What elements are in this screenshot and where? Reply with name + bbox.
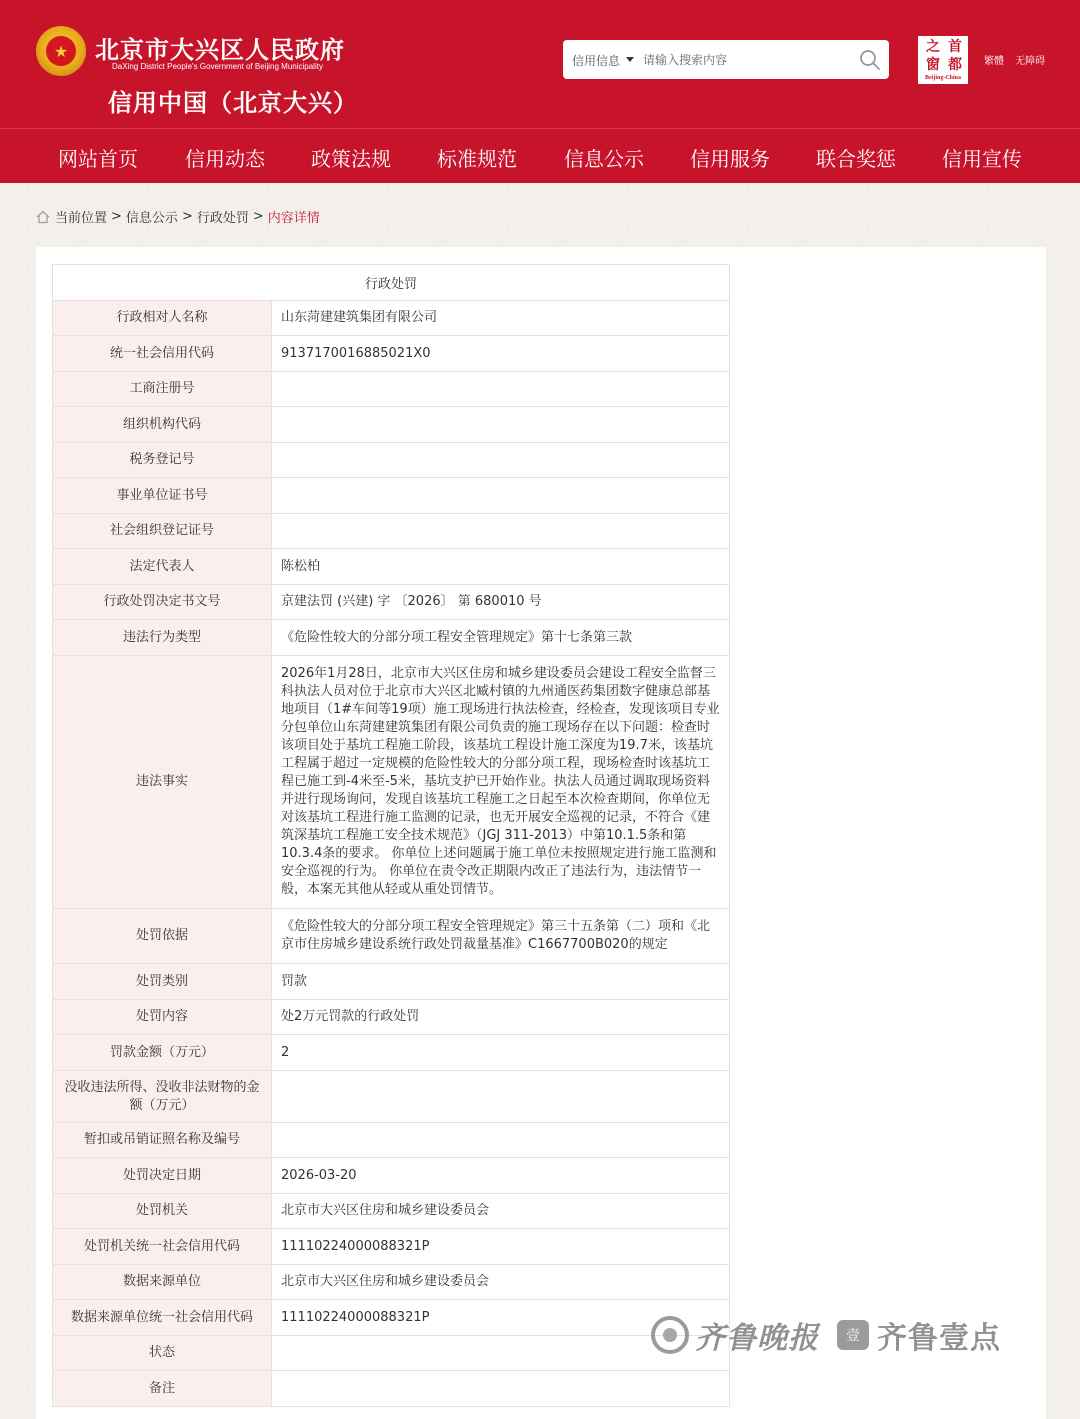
search-input[interactable] (643, 49, 843, 71)
row-value (272, 1123, 730, 1158)
row-label: 处罚机关 (53, 1194, 272, 1229)
row-value (272, 443, 730, 478)
row-label: 没收违法所得、没收非法财物的金额（万元） (53, 1071, 272, 1123)
row-label: 行政处罚决定书文号 (53, 585, 272, 620)
row-value: 罚款 (272, 964, 730, 1000)
watermark-brand-1: 齐鲁晚报 (695, 1321, 819, 1356)
table-row (53, 443, 730, 478)
qilu-yidian-badge-icon (837, 1320, 869, 1350)
row-value (272, 1071, 730, 1123)
main-nav (0, 128, 1080, 183)
row-label: 行政相对人名称 (53, 301, 272, 336)
table-row (53, 407, 730, 443)
row-label: 暂扣或吊销证照名称及编号 (53, 1123, 272, 1158)
table-row (53, 656, 730, 909)
row-label: 数据来源单位统一社会信用代码 (53, 1300, 272, 1336)
nav-item-joint-rewards[interactable]: 联合奖惩 (816, 147, 896, 171)
table-row (53, 1000, 730, 1035)
row-label: 状态 (53, 1336, 272, 1371)
traditional-chinese-link[interactable]: 繁體 (984, 56, 1004, 67)
row-label: 处罚类别 (53, 964, 272, 1000)
row-label: 事业单位证书号 (53, 478, 272, 514)
nav-item-standards[interactable]: 标准规范 (437, 147, 517, 171)
table-row (53, 336, 730, 372)
nav-item-policy[interactable]: 政策法规 (311, 147, 391, 171)
breadcrumb-separator: > (111, 209, 122, 224)
row-label: 违法事实 (53, 656, 272, 909)
row-label: 违法行为类型 (53, 620, 272, 656)
table-row (53, 620, 730, 656)
content-card (36, 247, 1046, 1419)
row-label: 处罚内容 (53, 1000, 272, 1035)
nav-item-disclosure[interactable]: 信息公示 (564, 147, 644, 171)
lang-links (984, 52, 1053, 67)
logo-char: 首 (948, 39, 962, 55)
site-header (0, 0, 1080, 128)
table-row (53, 964, 730, 1000)
nav-item-credit-news[interactable]: 信用动态 (185, 147, 265, 171)
nav-item-home[interactable]: 网站首页 (58, 147, 138, 171)
table-row (53, 301, 730, 336)
breadcrumb-item-disclosure[interactable]: 信息公示 (125, 211, 178, 226)
row-value: 京建法罚 (兴建) 字 〔2026〕 第 680010 号 (272, 585, 730, 620)
row-value: 北京市大兴区住房和城乡建设委员会 (272, 1194, 730, 1229)
search-category-select[interactable]: 信用信息 (572, 54, 621, 68)
penalty-detail-table (52, 264, 730, 1407)
row-value: 陈松柏 (272, 549, 730, 585)
home-icon (36, 210, 50, 224)
row-value: 《危险性较大的分部分项工程安全管理规定》第三十五条第（二）项和《北京市住房城乡建设系统行政处罚裁量基准》C1667700B020的规定 (272, 909, 730, 964)
watermark-badge: 壹 (846, 1328, 860, 1344)
row-value (272, 407, 730, 443)
row-value: 2 (272, 1035, 730, 1071)
row-value: 9137170016885021X0 (272, 336, 730, 372)
watermark-brand-2: 齐鲁壹点 (877, 1321, 1001, 1356)
table-title: 行政处罚 (53, 265, 730, 301)
star-icon: ★ (46, 36, 76, 66)
table-row (53, 1265, 730, 1300)
site-subtitle: DaXing District People's Government of Beijing Municipality (112, 62, 323, 71)
row-value: 处2万元罚款的行政处罚 (272, 1000, 730, 1035)
row-value: 北京市大兴区住房和城乡建设委员会 (272, 1265, 730, 1300)
row-label: 罚款金额（万元） (53, 1035, 272, 1071)
logo-char: 窗 (926, 57, 940, 73)
accessibility-link[interactable]: 无障碍 (1015, 56, 1046, 67)
table-row (53, 372, 730, 407)
breadcrumb-location-label: 当前位置 (55, 211, 108, 226)
table-row (53, 909, 730, 964)
row-value: 《危险性较大的分部分项工程安全管理规定》第十七条第三款 (272, 620, 730, 656)
row-label: 法定代表人 (53, 549, 272, 585)
logo-char: 都 (948, 57, 962, 73)
row-value: 2026-03-20 (272, 1158, 730, 1194)
row-label: 税务登记号 (53, 443, 272, 478)
row-label: 处罚机关统一社会信用代码 (53, 1229, 272, 1265)
table-row (53, 1123, 730, 1158)
row-value (272, 372, 730, 407)
row-label: 数据来源单位 (53, 1265, 272, 1300)
breadcrumb-separator: > (181, 209, 193, 224)
row-value: 山东菏建建筑集团有限公司 (272, 301, 730, 336)
table-row (53, 478, 730, 514)
row-label: 处罚决定日期 (53, 1158, 272, 1194)
table-row (53, 1371, 730, 1407)
row-value (272, 478, 730, 514)
search-box (563, 40, 889, 79)
search-icon[interactable] (858, 48, 882, 72)
row-label: 工商注册号 (53, 372, 272, 407)
watermark (651, 1311, 1031, 1359)
row-value (272, 1371, 730, 1407)
row-value (272, 514, 730, 549)
row-label: 处罚依据 (53, 909, 272, 964)
nav-item-credit-service[interactable]: 信用服务 (690, 147, 770, 171)
national-emblem-icon[interactable] (36, 26, 86, 76)
table-row (53, 1336, 730, 1371)
breadcrumb (36, 207, 320, 226)
row-label: 组织机构代码 (53, 407, 272, 443)
table-row (53, 1035, 730, 1071)
logo-char: 之 (926, 39, 940, 55)
row-label: 社会组织登记证号 (53, 514, 272, 549)
capital-window-logo[interactable] (916, 34, 970, 86)
row-value: 2026年1月28日，北京市大兴区住房和城乡建设委员会建设工程安全监督三科执法人员对位于北京市大兴区北臧村镇的九州通医药集团数字健康总部基地项目（1#车间等19项）施工现场进行执法检查，经检查，发现该项目专业分包单位山东菏建建筑集团有限公司负责的施工现场存在以下问题：检查时该项目处于基坑工程施工阶段，该基坑工程设计施工深度为19.7米，该基坑工程属于超过一定规模的危险性较大的分部分项工程，现场检查时该基坑工程已施工到-4米至-5米，基坑支护已开始作业。执法人员通过调取现场资料并进行现场询问，发现自该基坑工程施工之日起至本次检查期间，你单位无对该基坑工程进行施工监测的记录，也无开展安全巡视的记录，不符合《建筑深基坑工程施工安全技术规范》（JGJ 311-2013）中第10.1.5条和第10.3.4条的要求。 你单位上述问题属于施工单位未按照规定进行施工监测和安全巡视的行为。 你单位在责令改正期限内改正了违法行为，违法情节一般，本案无其他从轻或从重处罚情节。 (272, 656, 730, 909)
chevron-down-icon[interactable] (626, 57, 634, 62)
table-row (53, 1194, 730, 1229)
table-row (53, 514, 730, 549)
logo-caption: Beijing-China (924, 75, 961, 81)
nav-item-credit-promotion[interactable]: 信用宣传 (942, 147, 1022, 171)
table-row (53, 549, 730, 585)
row-label: 统一社会信用代码 (53, 336, 272, 372)
row-label: 备注 (53, 1371, 272, 1407)
breadcrumb-item-penalty[interactable]: 行政处罚 (196, 211, 249, 226)
row-value: 11110224000088321P (272, 1300, 730, 1336)
table-row (53, 1071, 730, 1123)
qilu-evening-news-logo-icon (651, 1316, 689, 1354)
table-row (53, 1300, 730, 1336)
breadcrumb-separator: > (252, 209, 264, 224)
breadcrumb-current: 内容详情 (267, 211, 320, 226)
row-value: 11110224000088321P (272, 1229, 730, 1265)
table-row (53, 585, 730, 620)
credit-china-title[interactable]: 信用中国（北京大兴） (108, 89, 358, 117)
site-title[interactable]: 北京市大兴区人民政府 (95, 36, 345, 64)
table-row (53, 1158, 730, 1194)
table-row (53, 1229, 730, 1265)
